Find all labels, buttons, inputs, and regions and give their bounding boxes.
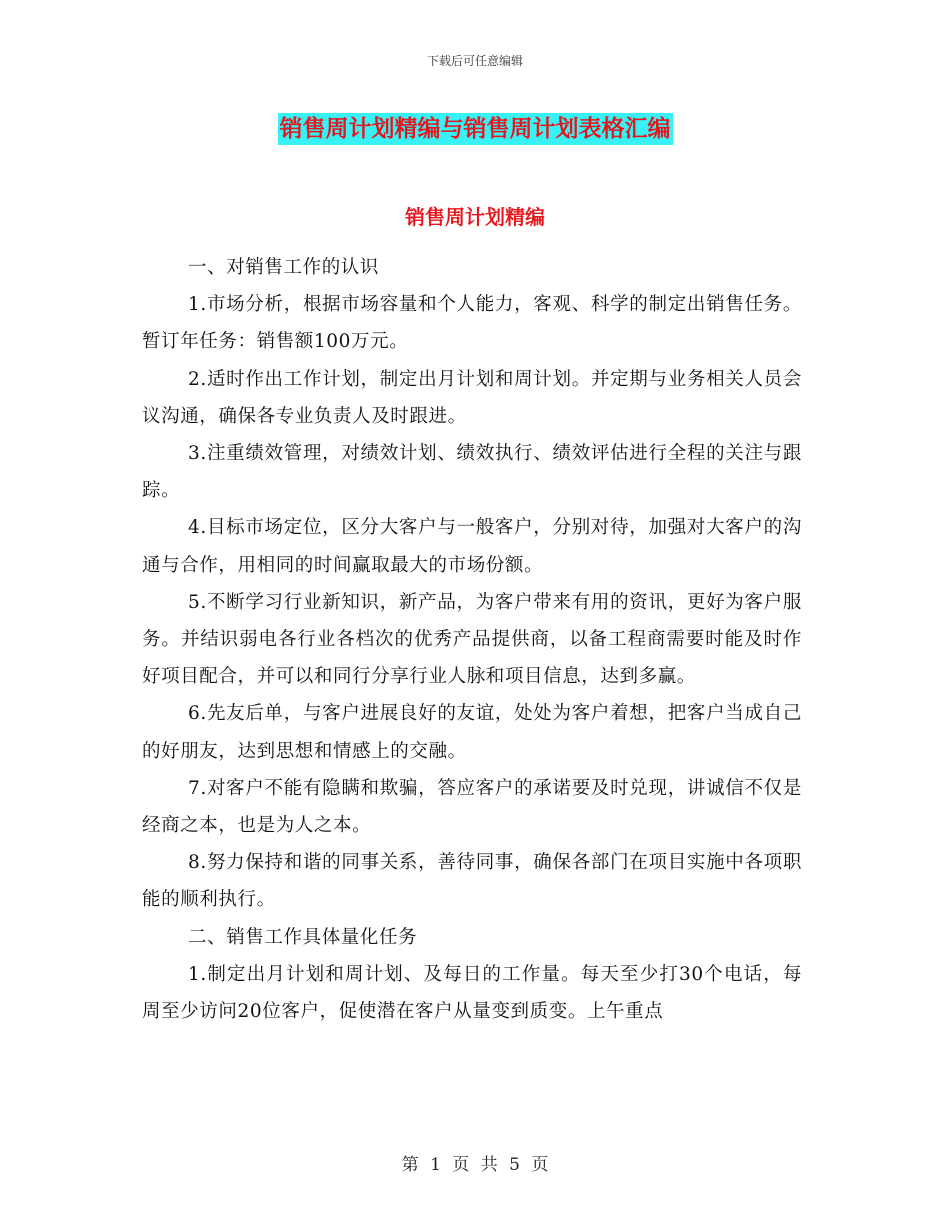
document-body xyxy=(142,249,802,1030)
heading-part-two: 二、销售工作具体量化任务 xyxy=(188,926,418,948)
paragraph-item-8: 8.努力保持和谐的同事关系，善待同事，确保各部门在项目实施中各项职能的顺利执行。 xyxy=(142,852,802,911)
paragraph-task-1: 1.制定出月计划和周计划、及每日的工作量。每天至少打30个电话，每周至少访问20位客户，促使潜在客户从量变到质变。上午重点 xyxy=(142,963,802,1023)
page-number-footer: 第 1 页 共 5 页 xyxy=(401,1155,549,1175)
paragraph-item-4: 4.目标市场定位，区分大客户与一般客户，分别对待，加强对大客户的沟通与合作，用相同的时间赢取最大的市场份额。 xyxy=(142,517,802,576)
document-title: 销售周计划精编与销售周计划表格汇编 xyxy=(278,113,673,145)
paragraph-item-5: 5.不断学习行业新知识，新产品，为客户带来有用的资讯，更好为客户服务。并结识弱电各行业各档次的优秀产品提供商，以备工程商需要时能及时作好项目配合，并可以和同行分享行业人脉和项目信息，达到多赢。 xyxy=(142,591,802,688)
page-header-note: 下载后可任意编辑 xyxy=(426,54,523,68)
heading-part-one: 一、对销售工作的认识 xyxy=(188,257,380,278)
paragraph-item-1: 1.市场分析，根据市场容量和个人能力，客观、科学的制定出销售任务。暂订年任务：销售额100万元。 xyxy=(142,294,802,353)
paragraph-item-3: 3.注重绩效管理，对绩效计划、绩效执行、绩效评估进行全程的关注与跟踪。 xyxy=(142,443,802,502)
document-title-container xyxy=(0,113,950,145)
section-title: 销售周计划精编 xyxy=(405,205,545,229)
paragraph-item-7: 7.对客户不能有隐瞒和欺骗，答应客户的承诺要及时兑现，讲诚信不仅是经商之本，也是为人之本。 xyxy=(142,777,802,837)
paragraph-item-2: 2.适时作出工作计划，制定出月计划和周计划。并定期与业务相关人员会议沟通，确保各专业负责人及时跟进。 xyxy=(142,368,802,427)
paragraph-item-6: 6.先友后单，与客户进展良好的友谊，处处为客户着想，把客户当成自己的好朋友，达到思想和情感上的交融。 xyxy=(142,703,802,762)
